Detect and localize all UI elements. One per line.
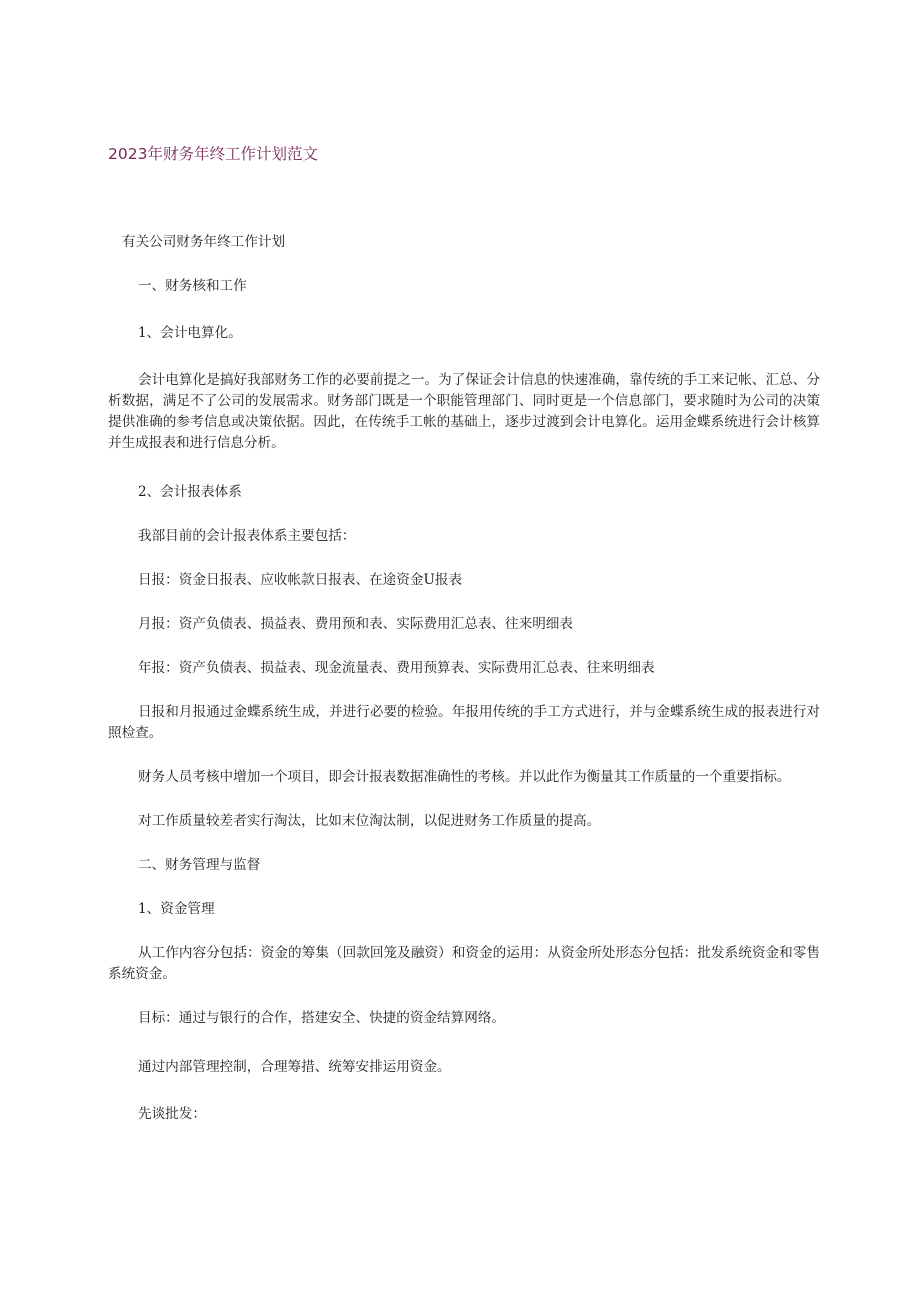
- paragraph: 日报：资金日报表、应收帐款日报表、在途资金U报表: [138, 572, 463, 588]
- paragraph: 先谈批发：: [138, 1106, 206, 1122]
- section-heading-1: 一、财务核和工作: [138, 278, 247, 294]
- paragraph: 目标：通过与银行的合作，搭建安全、快捷的资金结算网络。: [138, 1010, 506, 1026]
- subsection-heading-1-2: 2、会计报表体系: [138, 484, 242, 500]
- paragraph: 对工作质量较差者实行淘汰，比如末位淘汰制，以促进财务工作质量的提高。: [138, 813, 601, 829]
- subsection-heading-2-1: 1、资金管理: [138, 901, 215, 917]
- paragraph: 通过内部管理控制，合理筹措、统筹安排运用资金。: [138, 1059, 451, 1075]
- section-heading-2: 二、财务管理与监督: [138, 857, 261, 873]
- subsection-heading-1-1: 1、会计电算化。: [138, 325, 242, 341]
- paragraph-heading: 有关公司财务年终工作计划: [122, 234, 286, 250]
- paragraph: 年报：资产负债表、损益表、现金流量表、费用预算表、实际费用汇总表、往来明细表: [138, 660, 655, 676]
- document-title: 2023年财务年终工作计划范文: [108, 145, 318, 163]
- paragraph: 我部目前的会计报表体系主要包括：: [138, 528, 356, 544]
- document-body: [108, 232, 820, 1148]
- paragraph: 财务人员考核中增加一个项目，即会计报表数据准确性的考核。并以此作为衡量其工作质量的一个重要指标。: [138, 769, 791, 785]
- paragraph: 会计电算化是搞好我部财务工作的必要前提之一。为了保证会计信息的快速准确，靠传统的手工来记帐、汇总、分析数据，满足不了公司的发展需求。财务部门既是一个职能管理部门、同时更是一个信息部门，要求随时为公司的决策提供准确的参考信息或决策依据。因此，在传统手工帐的基础上，逐步过渡到会计电算化。运用金蝶系统进行会计核算并生成报表和进行信息分析。: [108, 372, 820, 451]
- paragraph: 从工作内容分包括：资金的筹集（回款回笼及融资）和资金的运用：从资金所处形态分包括：批发系统资金和零售系统资金。: [108, 945, 820, 982]
- paragraph: 月报：资产负债表、损益表、费用预和表、实际费用汇总表、往来明细表: [138, 616, 573, 632]
- paragraph: 日报和月报通过金蝶系统生成，并进行必要的检验。年报用传统的手工方式进行，并与金蝶系统生成的报表进行对照检查。: [108, 704, 820, 741]
